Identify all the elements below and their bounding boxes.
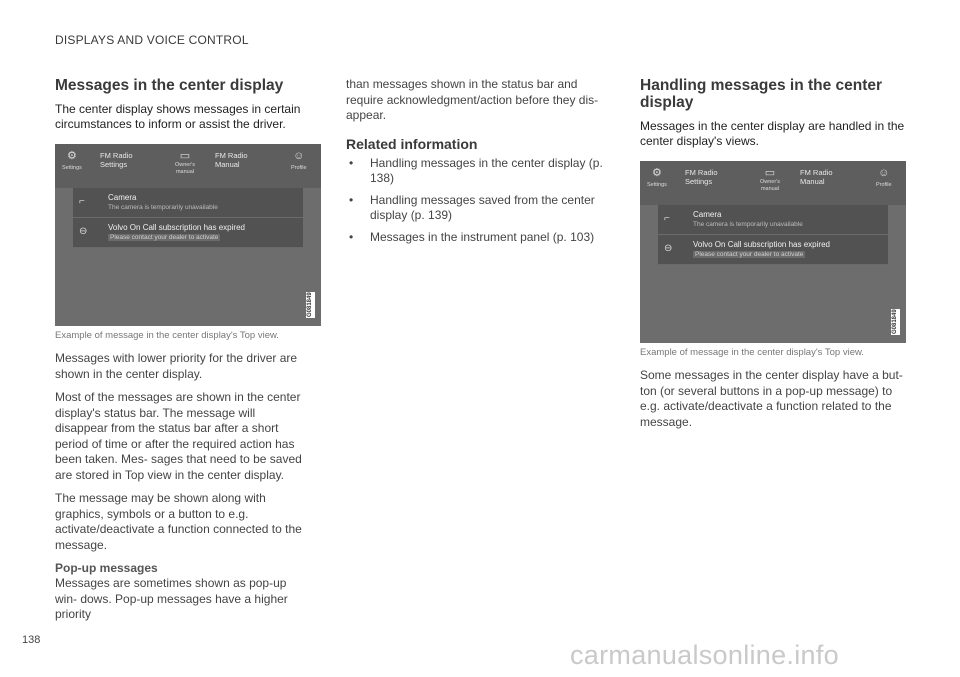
page-number: 138 <box>22 634 41 646</box>
heading-messages-center-display: Messages in the center display <box>55 77 284 94</box>
settings-icon: ⚙ <box>652 167 662 179</box>
display-top-bar <box>55 144 321 188</box>
fm-radio-label-2: FM Radio <box>215 151 248 160</box>
heading-related-information: Related information <box>346 135 478 152</box>
intro-text: Messages in the center display are handled in the center display's views. <box>640 119 905 148</box>
message-panel <box>658 205 888 265</box>
manual-label: manual <box>760 185 780 192</box>
figure-caption: Example of message in the center display's Top view. <box>55 330 279 341</box>
manual-sub-label: Manual <box>800 177 825 186</box>
image-code: G081849 <box>892 309 898 335</box>
message-camera <box>73 188 303 218</box>
message-subtitle: The camera is temporarily unavailable <box>693 221 803 228</box>
paragraph: Some messages in the center display have a but- ton (or several buttons in a pop-up message) to e.g. activate/deactivate a function related to the message. <box>640 368 903 429</box>
column-1 <box>55 77 311 631</box>
settings-sub-label: Settings <box>685 177 713 186</box>
profile-icon: ☺ <box>878 167 890 179</box>
message-subtitle: Please contact your dealer to activate <box>110 234 219 241</box>
fm-radio-manual-tile <box>800 168 833 186</box>
watermark: carmanualsonline.info <box>570 640 839 670</box>
fm-radio-label: FM Radio <box>100 151 133 160</box>
camera-icon: ⌐ <box>79 196 85 207</box>
fm-radio-label-2: FM Radio <box>800 168 833 177</box>
center-display-illustration <box>640 161 906 343</box>
message-title: Volvo On Call subscription has expired <box>693 240 830 249</box>
fm-radio-settings-tile <box>685 168 718 186</box>
profile-tile <box>876 168 892 189</box>
profile-label: Profile <box>291 165 307 171</box>
manual-sub-label: Manual <box>215 160 240 169</box>
message-volvo-on-call <box>73 218 303 248</box>
camera-icon: ⌐ <box>664 213 670 224</box>
related-link[interactable]: • Messages in the instrument panel (p. 103) <box>346 230 608 246</box>
intro-text: The center display shows messages in certain circumstances to inform or assist the driver. <box>55 102 301 131</box>
settings-tile <box>62 151 82 172</box>
related-link[interactable]: • Handling messages saved from the center display (p. 139) <box>346 193 608 224</box>
profile-label: Profile <box>876 182 892 188</box>
message-panel <box>73 188 303 248</box>
display-top-bar <box>640 161 906 205</box>
paragraph: Most of the messages are shown in the center display's status bar. The message will disappear from the status bar after a short period of time or after the required action has been taken. Mes- sages that need to be saved are stored in Top view in the center display. <box>55 390 302 482</box>
car-connect-icon: ⊖ <box>79 226 88 237</box>
book-icon: ▭ <box>179 150 191 162</box>
owners-manual-tile <box>760 168 780 192</box>
message-subtitle: The camera is temporarily unavailable <box>108 204 218 211</box>
column-3 <box>640 77 908 438</box>
image-code: G081849 <box>307 292 313 318</box>
settings-label: Settings <box>647 182 667 188</box>
fm-radio-label: FM Radio <box>685 168 718 177</box>
settings-icon: ⚙ <box>67 150 77 162</box>
settings-sub-label: Settings <box>100 160 128 169</box>
owners-label: Owner's <box>760 179 780 185</box>
paragraph: Messages are sometimes shown as pop-up win- dows. Pop-up messages have a higher priority <box>55 576 288 621</box>
paragraph: Messages with lower priority for the driver are shown in the center display. <box>55 351 298 381</box>
related-link[interactable]: • Handling messages in the center display (p. 138) <box>346 156 608 187</box>
settings-label: Settings <box>62 165 82 171</box>
owners-label: Owner's <box>175 162 195 168</box>
heading-handling-messages: Handling messages in the center display <box>640 77 883 111</box>
subheading-popup-messages: Pop-up messages <box>55 561 158 575</box>
message-camera <box>658 205 888 235</box>
car-connect-icon: ⊖ <box>664 243 673 254</box>
message-title: Volvo On Call subscription has expired <box>108 223 245 232</box>
message-title: Camera <box>693 210 722 219</box>
column-2 <box>346 77 608 251</box>
related-links-list <box>346 156 608 246</box>
fm-radio-manual-tile <box>215 151 248 169</box>
message-subtitle: Please contact your dealer to activate <box>695 251 804 258</box>
paragraph: than messages shown in the status bar and require acknowledgment/action before they dis- appear. <box>346 77 599 122</box>
book-icon: ▭ <box>764 167 776 179</box>
profile-tile <box>291 151 307 172</box>
manual-label: manual <box>175 168 195 175</box>
figure-caption: Example of message in the center display's Top view. <box>640 347 864 358</box>
profile-icon: ☺ <box>293 150 305 162</box>
fm-radio-settings-tile <box>100 151 133 169</box>
center-display-illustration <box>55 144 321 326</box>
section-header: DISPLAYS AND VOICE CONTROL <box>55 33 249 47</box>
owners-manual-tile <box>175 151 195 175</box>
paragraph: The message may be shown along with graphics, symbols or a button to e.g. activate/deactivate a function connected to the message. <box>55 491 302 552</box>
message-title: Camera <box>108 193 137 202</box>
message-volvo-on-call <box>658 235 888 265</box>
settings-tile <box>647 168 667 189</box>
